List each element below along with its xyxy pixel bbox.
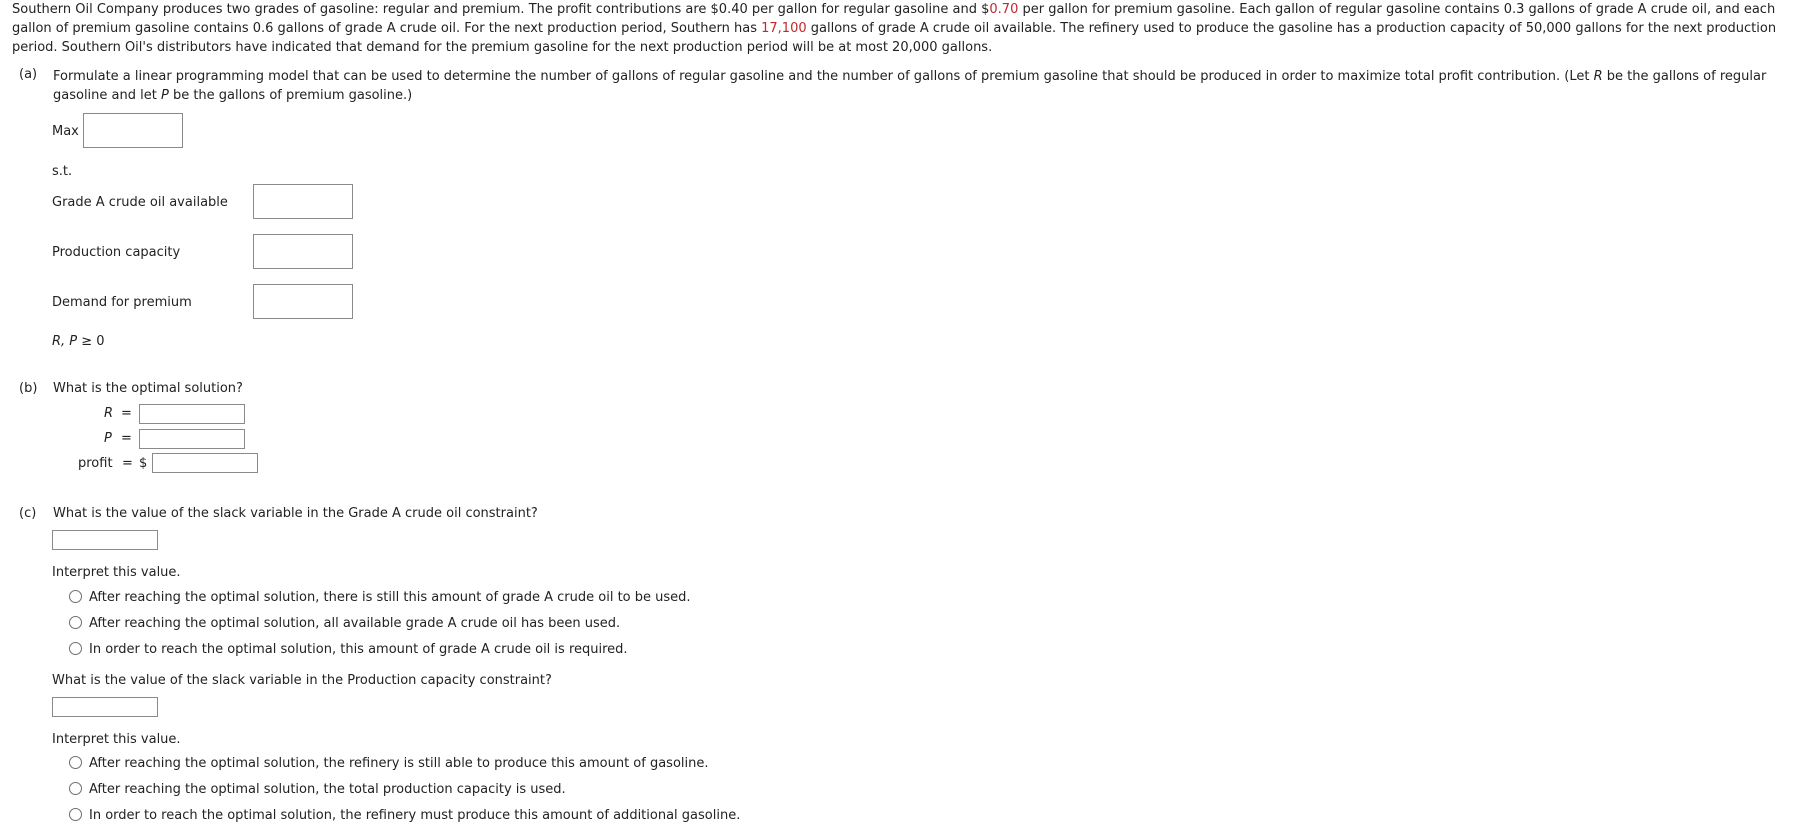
part-a-text-1: Formulate a linear programming model that can be used to determine the number of gallons of regular gasoline and the number of gallons of premium gasoline that should be produced in order to maximize total profit contribution. (Let <box>53 69 1594 84</box>
constraint-label-capacity: Production capacity <box>52 245 181 260</box>
part-a-var-p: P <box>160 88 169 103</box>
premium-price-value: 0.70 <box>989 2 1019 17</box>
constraint-input-capacity[interactable] <box>253 234 353 269</box>
radio-crude-option-1[interactable] <box>69 590 82 603</box>
capacity-option-3-label: In order to reach the optimal solution, the refinery must produce this amount of additional gasoline. <box>89 808 741 823</box>
interpret-label-2: Interpret this value. <box>52 732 181 747</box>
slack-capacity-input[interactable] <box>52 697 158 717</box>
objective-function-input[interactable] <box>83 113 183 148</box>
r-label: R <box>104 406 114 421</box>
p-value-input[interactable] <box>139 429 245 449</box>
st-label: s.t. <box>52 164 73 179</box>
nonneg-rest: ≥ 0 <box>77 334 105 349</box>
part-a-text-3: be the gallons of premium gasoline.) <box>168 88 413 103</box>
problem-statement <box>12 0 1787 57</box>
intro-text-1: Southern Oil Company produces two grades of gasoline: regular and premium. The profit contributions are $0.40 per gallon for regular gasoline and $ <box>12 2 990 17</box>
part-b-question: What is the optimal solution? <box>53 381 243 396</box>
slack-crude-input[interactable] <box>52 530 158 550</box>
part-a-var-r: R <box>1593 69 1603 84</box>
constraint-input-demand[interactable] <box>253 284 353 319</box>
part-a-question <box>53 67 1783 105</box>
intro-text-3: gallons of grade A crude oil available. The refinery used to produce the gasoline has a production capacity of 50,000 gallons for the next production period. Southern Oil's distributors have indicated that demand for the premium gasoline for the next production period will be at most 20,000 gallons. <box>12 21 1777 55</box>
profit-equals: = <box>122 456 133 471</box>
part-a-letter: (a) <box>19 67 38 82</box>
p-equals: = <box>121 431 132 446</box>
constraint-input-crude[interactable] <box>253 184 353 219</box>
constraint-label-demand: Demand for premium <box>52 295 192 310</box>
part-a-text-2: be the gallons of regular gasoline and let <box>53 69 1767 103</box>
part-c-question-1: What is the value of the slack variable in the Grade A crude oil constraint? <box>53 506 538 521</box>
part-b-letter: (b) <box>19 381 38 396</box>
dollar-sign: $ <box>139 456 148 471</box>
radio-capacity-option-2[interactable] <box>69 782 82 795</box>
radio-crude-option-3[interactable] <box>69 642 82 655</box>
crude-option-2-label: After reaching the optimal solution, all available grade A crude oil has been used. <box>89 616 621 631</box>
r-value-input[interactable] <box>139 404 245 424</box>
radio-capacity-option-1[interactable] <box>69 756 82 769</box>
profit-value-input[interactable] <box>152 453 258 473</box>
part-c-letter: (c) <box>19 506 37 521</box>
nonneg-vars: R, P <box>52 334 78 349</box>
crude-option-1-label: After reaching the optimal solution, there is still this amount of grade A crude oil to be used. <box>89 590 691 605</box>
radio-crude-option-2[interactable] <box>69 616 82 629</box>
constraint-label-crude: Grade A crude oil available <box>52 195 228 210</box>
crude-option-3-label: In order to reach the optimal solution, this amount of grade A crude oil is required. <box>89 642 628 657</box>
radio-capacity-option-3[interactable] <box>69 808 82 821</box>
r-equals: = <box>121 406 132 421</box>
max-label: Max <box>52 124 79 139</box>
capacity-option-1-label: After reaching the optimal solution, the refinery is still able to produce this amount of gasoline. <box>89 756 709 771</box>
intro-text-2: per gallon for premium gasoline. Each gallon of regular gasoline contains 0.3 gallons of grade A crude oil, and each gallon of premium gasoline contains 0.6 gallons of grade A crude oil. For the next production period, Southern has <box>12 2 1776 36</box>
p-label: P <box>104 431 112 446</box>
capacity-option-2-label: After reaching the optimal solution, the total production capacity is used. <box>89 782 566 797</box>
crude-available-value: 17,100 <box>761 21 807 36</box>
part-c-question-2: What is the value of the slack variable in the Production capacity constraint? <box>52 673 552 688</box>
interpret-label-1: Interpret this value. <box>52 565 181 580</box>
nonnegativity-constraint <box>52 334 105 349</box>
profit-label: profit <box>78 456 113 471</box>
